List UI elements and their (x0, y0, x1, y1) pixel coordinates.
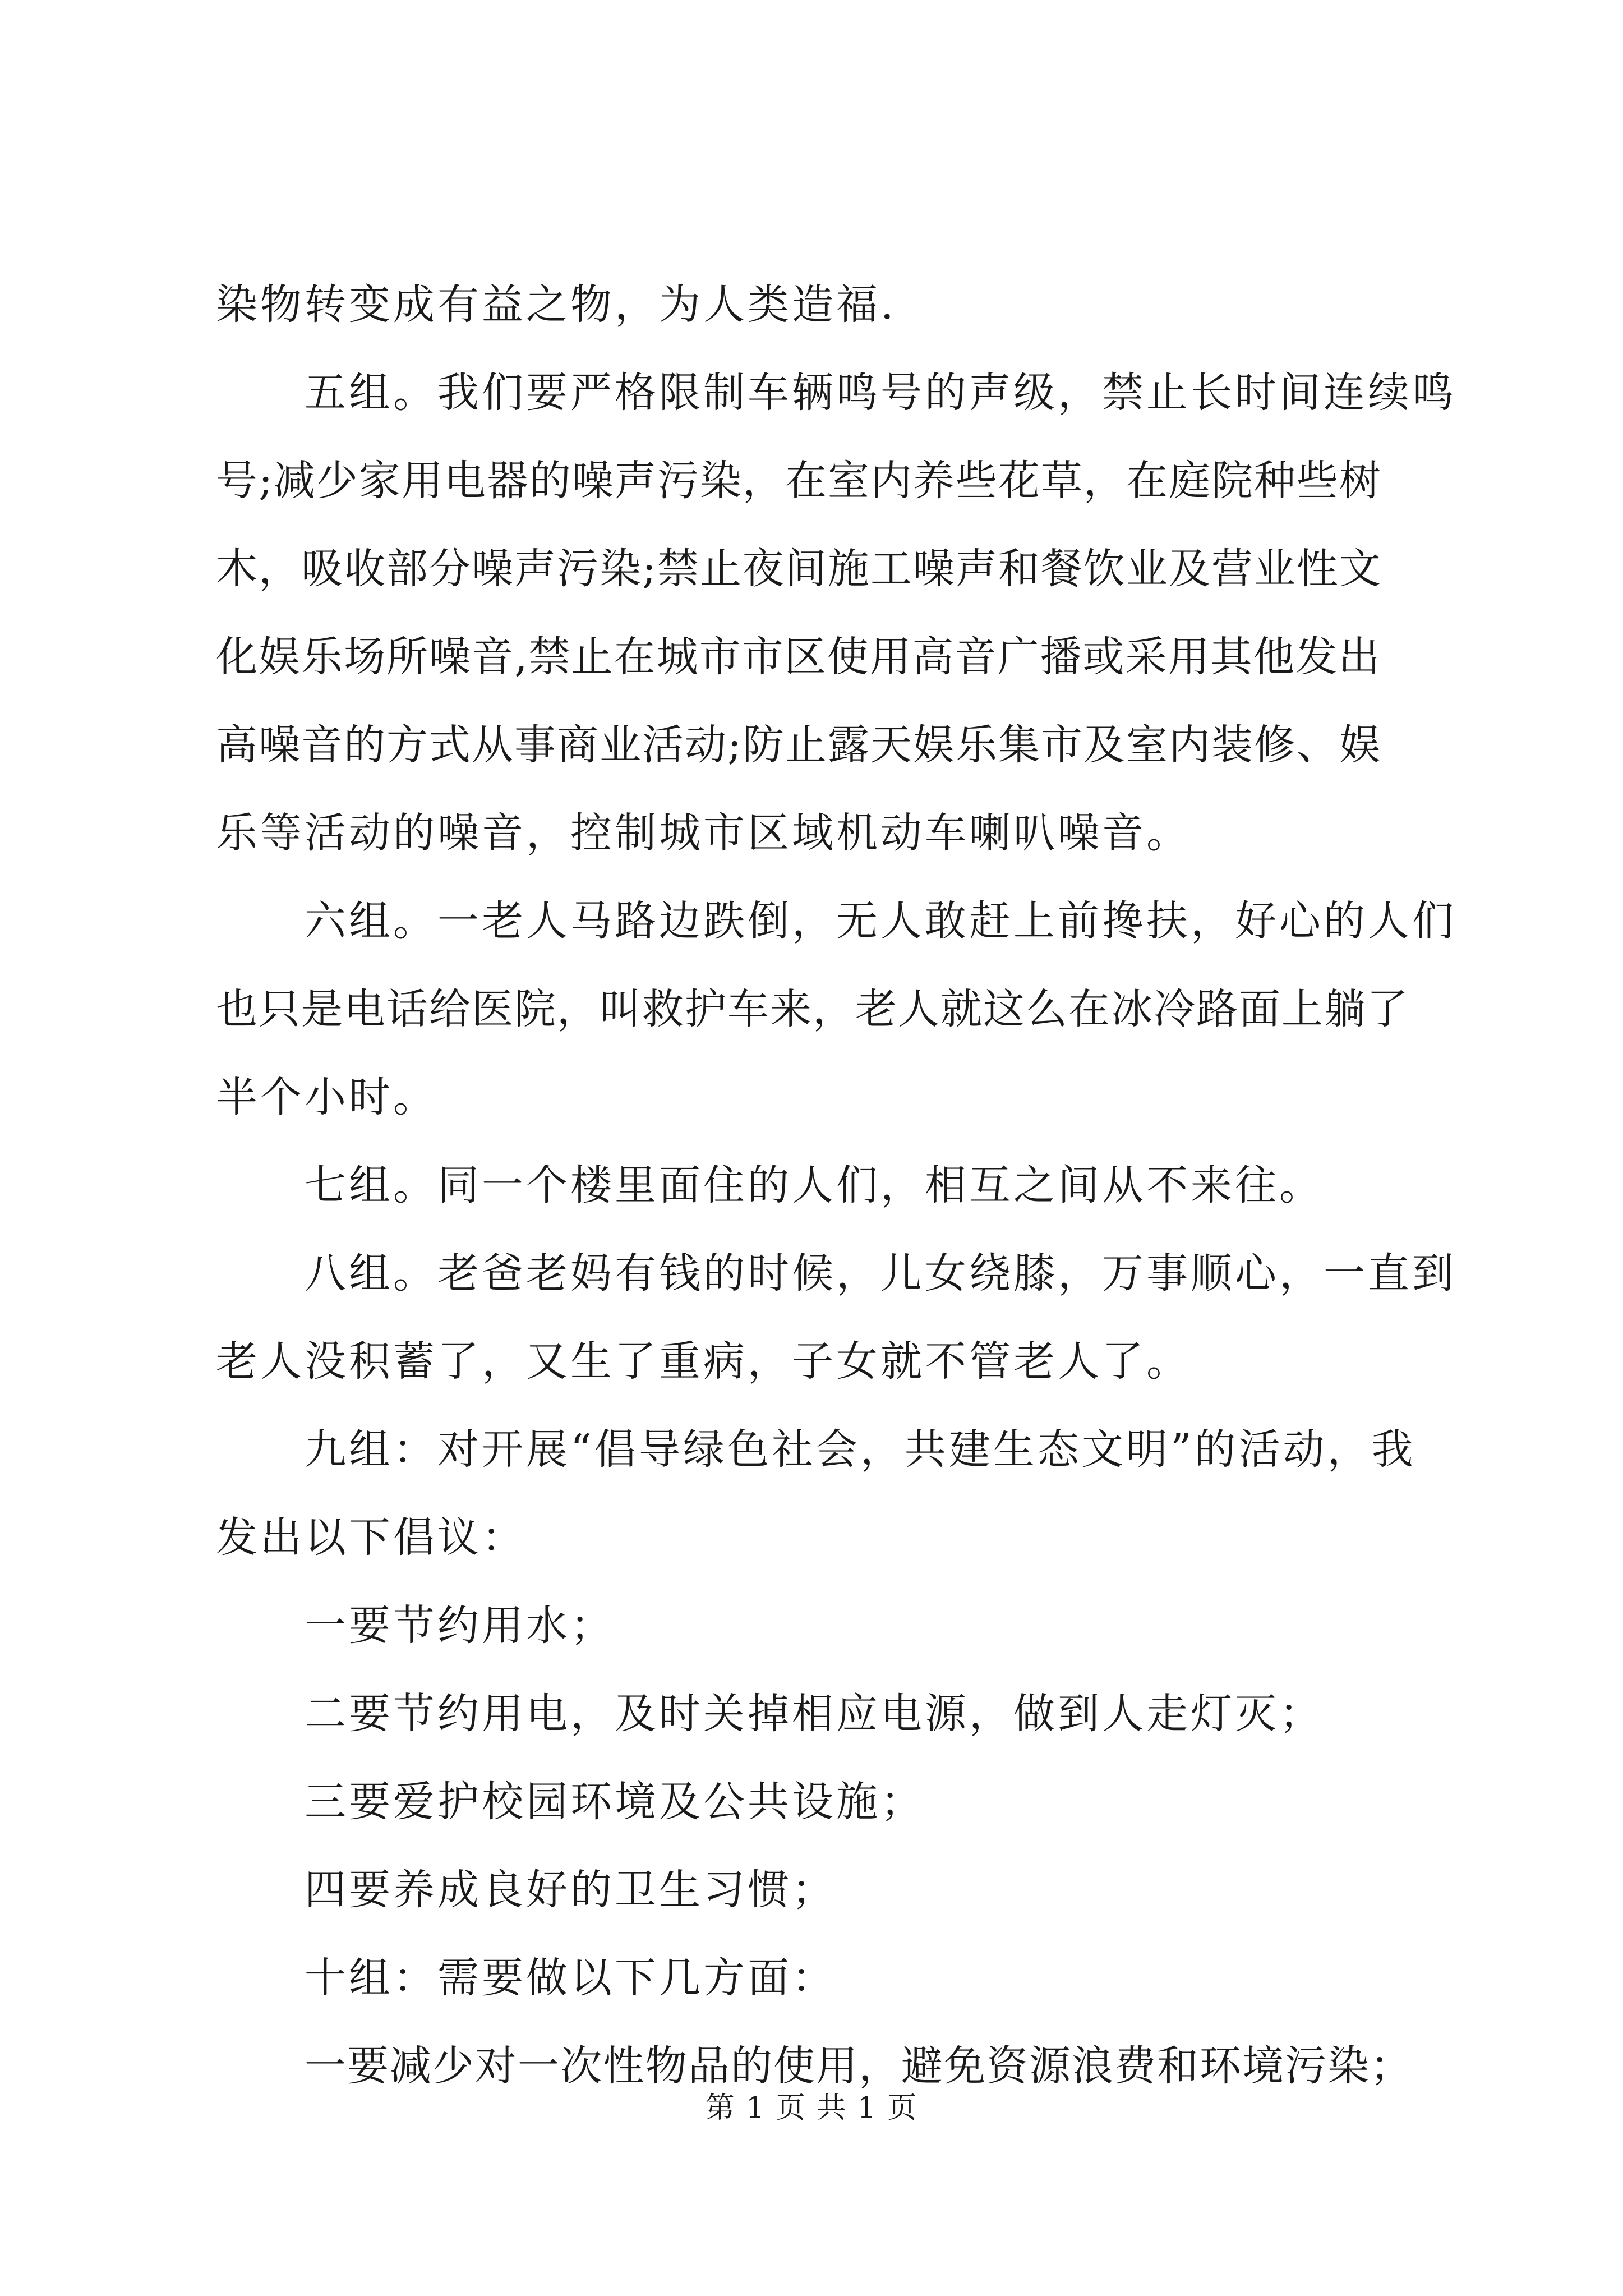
text-line-19: 四要养成良好的卫生习惯； (305, 1866, 836, 1914)
text-line-16: 一要节约用水； (305, 1602, 615, 1650)
text-line-1: 染物转变成有益之物，为人类造福. (216, 280, 897, 329)
text-line-2: 五组。我们要严格限制车辆鸣号的声级，禁止长时间连续鸣 (305, 369, 1456, 417)
text-line-7: 乐等活动的噪音，控制城市区域机动车喇叭噪音。 (216, 809, 1191, 857)
text-line-21: 一要减少对一次性物品的使用，避免资源浪费和环境污染； (305, 2042, 1413, 2090)
text-line-13: 老人没积蓄了，又生了重病，子女就不管老人了。 (216, 1337, 1191, 1386)
text-line-11: 七组。同一个楼里面住的人们，相互之间从不来往。 (305, 1161, 1324, 1209)
text-line-9: 也只是电话给医院，叫救护车来，老人就这么在冰冷路面上躺了 (216, 985, 1409, 1033)
text-line-12: 八组。老爸老妈有钱的时候，儿女绕膝，万事顺心，一直到 (305, 1249, 1456, 1297)
text-line-10: 半个小时。 (216, 1073, 437, 1121)
text-line-6: 高噪音的方式从事商业活动;防止露天娱乐集市及室内装修、娱 (216, 721, 1382, 769)
text-line-20: 十组：需要做以下几方面： (305, 1954, 836, 2002)
text-line-3: 号;减少家用电器的噪声污染，在室内养些花草，在庭院种些树 (216, 457, 1382, 505)
document-body (216, 261, 1456, 2110)
text-line-14: 九组：对开展“倡导绿色社会，共建生态文明”的活动，我 (305, 1425, 1416, 1474)
text-line-5: 化娱乐场所噪音,禁止在城市市区使用高音广播或采用其他发出 (216, 633, 1381, 681)
page-number-footer: 第 1 页 共 1 页 (705, 2091, 918, 2125)
text-line-15: 发出以下倡议： (216, 1513, 526, 1562)
text-line-18: 三要爱护校园环境及公共设施； (305, 1778, 925, 1826)
text-line-4: 木，吸收部分噪声污染;禁止夜间施工噪声和餐饮业及营业性文 (216, 545, 1382, 593)
text-line-17: 二要节约用电，及时关掉相应电源，做到人走灯灭； (305, 1690, 1324, 1738)
text-line-8: 六组。一老人马路边跌倒，无人敢赶上前搀扶，好心的人们 (305, 897, 1456, 945)
